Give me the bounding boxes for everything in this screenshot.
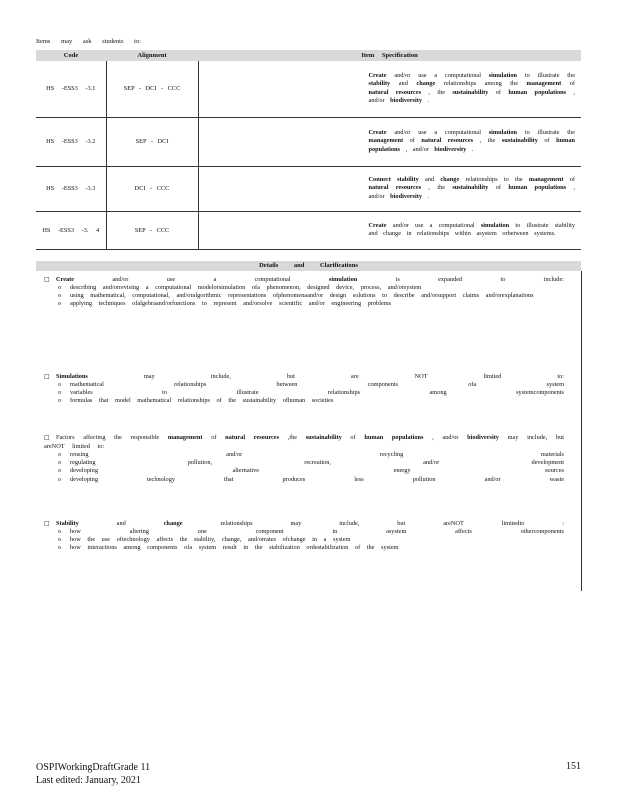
text-run: , the [473, 137, 502, 145]
details-group-stability [44, 519, 564, 553]
row-spec [198, 117, 581, 166]
list-item: o developing alternative energy sources [58, 467, 564, 475]
bold-term: biodiversity [390, 192, 423, 200]
row-alignment: SEP - CCC [106, 211, 198, 249]
text-run: to illustrate the [517, 71, 575, 79]
text-run: of [202, 434, 226, 441]
list-item: o variables to illustrate relationships among systemcomponents [58, 389, 564, 397]
group-list [44, 528, 564, 553]
header-spec: Item Specification [198, 50, 581, 61]
text-run: of [563, 175, 575, 183]
details-group-simulations [44, 372, 564, 406]
group-title [44, 372, 564, 381]
text-run: and/or use a computational [386, 221, 481, 229]
list-item: o developing technology that produces less pollution and/or waste [58, 476, 564, 484]
list-item: o how the use oftechnology affects the stability, change, and/orrates ofchange in a system [58, 536, 564, 544]
row-spec [198, 166, 581, 211]
group-list [44, 381, 564, 406]
details-group-factors [44, 433, 564, 484]
bold-term: biodiversity [467, 434, 499, 441]
bold-term: simulation [488, 71, 518, 79]
group-list [44, 451, 564, 484]
bullet-icon: □ [44, 276, 50, 283]
header-alignment: Alignment [106, 50, 198, 61]
text-run: . [422, 192, 430, 200]
bold-term: management [167, 434, 203, 441]
text-run: of [537, 137, 557, 145]
text-run: is expanded to include: [357, 276, 565, 283]
text-run: to illustrate stability and change in relationships within asystem orbetween systems. [368, 221, 575, 237]
footer [36, 761, 150, 787]
table-row [36, 166, 581, 211]
intro-text: Items may ask students to: [36, 38, 141, 45]
row-spec [198, 61, 581, 117]
details-section [36, 271, 582, 591]
text-run: , the [421, 184, 453, 192]
details-group-create [44, 275, 564, 309]
bold-term: change [440, 175, 460, 183]
bold-term: Simulations [56, 373, 88, 380]
bold-term: sustainability [452, 88, 489, 96]
table-row [36, 211, 581, 249]
group-title [44, 433, 564, 451]
bold-term: simulation [488, 128, 518, 136]
bold-term: management [368, 137, 404, 145]
text-run: , and/or [423, 434, 468, 441]
row-code: HS -ESS3 -3.2 [36, 117, 106, 166]
text-run: and [418, 175, 441, 183]
text-run: , and/or [368, 88, 575, 105]
text-run: and/or use a computational [74, 276, 329, 283]
text-run: of [341, 434, 365, 441]
bold-term: stability [368, 80, 391, 88]
text-run: . [422, 97, 430, 105]
row-spec [198, 211, 581, 249]
group-title [44, 275, 564, 284]
list-item: o regulating pollution, recreation, and/or development [58, 459, 564, 467]
list-item: o applying techniques ofalgebraand/orfunctions to represent and/orsolve scientific and/or engineering problems [58, 300, 564, 308]
text-run: relationships may include, but areNOT limitedto : [182, 520, 564, 527]
bold-term: Create [368, 71, 387, 79]
text-run: may include, but areNOT limited to: [44, 434, 564, 450]
bullet-icon: □ [44, 520, 50, 527]
bold-term: management [528, 175, 564, 183]
group-title [44, 519, 564, 528]
text-run: of [488, 184, 509, 192]
table-header-row [36, 50, 581, 61]
page-number: 151 [566, 761, 581, 772]
group-list [44, 284, 564, 309]
text-run: and [390, 80, 417, 88]
bold-term: natural resources [225, 434, 280, 441]
list-item: o how altering one component in asystem affects othercomponents [58, 528, 564, 536]
text-run: and/or use a computational [386, 128, 489, 136]
bold-term: human populations [364, 434, 424, 441]
bold-term: biodiversity [434, 145, 467, 153]
table-row [36, 117, 581, 166]
row-code: HS -ESS3 -3. 4 [36, 211, 106, 249]
bold-term: sustainability [452, 184, 489, 192]
text-run: may include, but are NOT limited to: [87, 373, 564, 380]
bold-term: Create [56, 276, 75, 283]
bullet-icon: □ [44, 434, 50, 441]
text-run: Factors affecting the responsible [56, 434, 168, 441]
text-run: of [403, 137, 422, 145]
bold-term: simulation [328, 276, 358, 283]
text-run: . [466, 145, 474, 153]
text-run: and/or use a computational [386, 71, 489, 79]
bold-term: natural resources [421, 137, 474, 145]
text-run: relationships to the [459, 175, 529, 183]
bold-term: natural resources [368, 88, 422, 96]
list-item: o how interactions among components ofa system result in the stabilization ordestabilization of the system [58, 544, 564, 552]
table-row [36, 61, 581, 117]
list-item: o describing and/orrevising a computational modelorsimulation ofa phenomenon, designed device, process, and/orsystem [58, 284, 564, 292]
text-run: relationships among the [435, 80, 527, 88]
bold-term: Connect [368, 175, 391, 183]
bold-term: natural resources [368, 184, 422, 192]
text-run: , and/or [400, 145, 435, 153]
row-alignment: DCI - CCC [106, 166, 198, 211]
bold-term: human populations [508, 88, 567, 96]
text-run: and [78, 520, 164, 527]
bold-term: simulation [480, 221, 510, 229]
text-run: to illustrate the [517, 128, 575, 136]
bold-term: Create [368, 128, 387, 136]
row-alignment: SEP - DCI [106, 117, 198, 166]
row-alignment: SEP - DCI - CCC [106, 61, 198, 117]
footer-line-edited: Last edited: January, 2021 [36, 775, 141, 786]
list-item: o using mathematical, computational, and/oralgorithmic representations ofphenomenaand/or design solutions to describe and/orsupport claims and/orexplanations [58, 292, 564, 300]
bold-term: human populations [508, 184, 567, 192]
list-item: o formulas that model mathematical relationships of the sustainability ofhuman societies [58, 397, 564, 405]
bold-term: change [163, 520, 183, 527]
header-code: Code [36, 50, 106, 61]
item-spec-table [36, 50, 581, 250]
bold-term: human populations [368, 137, 575, 153]
text-run: of [561, 80, 575, 88]
text-run: , and/or [368, 184, 575, 200]
details-header: Details and Clarifications [36, 261, 581, 271]
bold-term: stability [397, 175, 419, 183]
row-code: HS -ESS3 -3.3 [36, 166, 106, 211]
list-item: o reusing and/or recycling materials [58, 451, 564, 459]
text-run: ,the [279, 434, 306, 441]
bold-term: sustainability [501, 137, 538, 145]
text-run: , the [421, 88, 453, 96]
bullet-icon: □ [44, 373, 50, 380]
row-code: HS -ESS3 -3.1 [36, 61, 106, 117]
bold-term: change [416, 80, 436, 88]
bold-term: Create [368, 221, 387, 229]
text-run: of [488, 88, 509, 96]
list-item: o mathematical relationships between components ofa system [58, 381, 564, 389]
bold-term: biodiversity [390, 97, 423, 105]
bold-term: Stability [56, 520, 79, 527]
bold-term: management [526, 80, 562, 88]
footer-line-draft: OSPIWorkingDraftGrade 11 [36, 762, 151, 773]
bold-term: sustainability [305, 434, 342, 441]
